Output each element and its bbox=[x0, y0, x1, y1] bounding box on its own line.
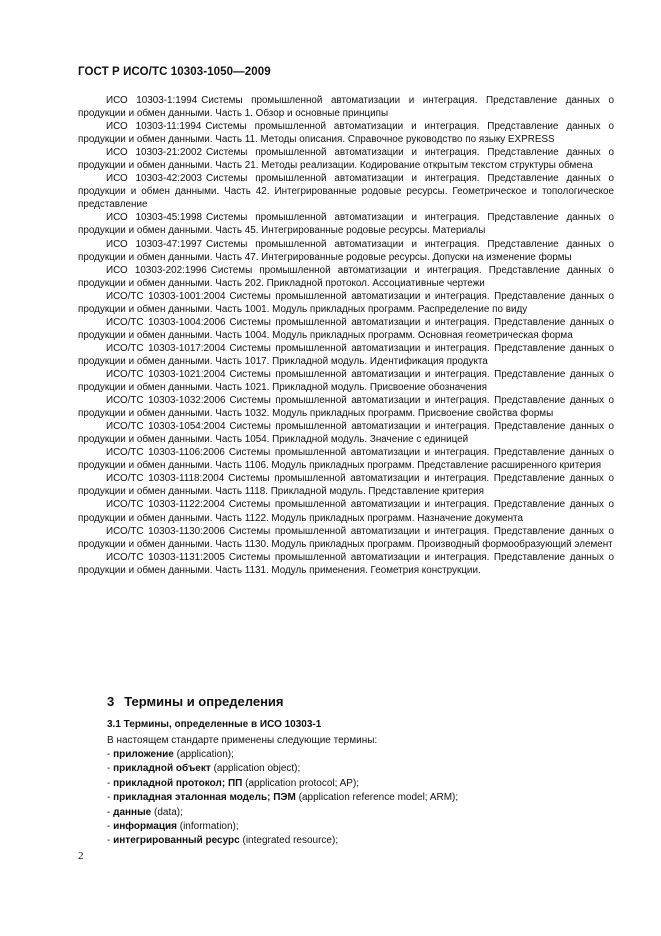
reference-text: Системы промышленной автоматизации и интеграция. Представление данных о продукции и обмен данными. Часть 42. Интегрированные родовые ресурсы. Геометрическое и топологическое представление bbox=[78, 173, 614, 211]
term-item: - данные (data); bbox=[107, 806, 183, 818]
reference-text: Системы промышленной автоматизации и интеграция. Представление данных о продукции и обмен данными. Часть 45. Интегрированные родовые ресурсы. Материалы bbox=[78, 212, 614, 237]
subsection-heading: 3.1 Термины, определенные в ИСО 10303-1 bbox=[107, 719, 322, 730]
reference-text: Системы промышленной автоматизации и интеграция. Представление данных о продукции и обмен данными. Часть 1122. Модуль прикладных программ. Назначение документа bbox=[78, 499, 614, 524]
reference-item bbox=[78, 472, 614, 498]
term-name: информация bbox=[113, 821, 177, 833]
reference-text: Системы промышленной автоматизации и интеграция. Представление данных о продукции и обмен данными. Часть 1131. Модуль применения. Геометрия конструкции. bbox=[78, 551, 614, 576]
reference-text: Системы промышленной автоматизации и интеграция. Представление данных о продукции и обмен данными. Часть 21. Методы реализации. Кодирование открытым текстом структуры обмена bbox=[78, 147, 614, 172]
reference-text: Системы промышленной автоматизации и интеграция. Представление данных о продукции и обмен данными. Часть 1. Обзор и основные принципы bbox=[78, 95, 614, 120]
term-english: (application protocol; AP); bbox=[245, 777, 360, 789]
term-item: - прикладная эталонная модель; ПЭМ (application reference model; ARM); bbox=[107, 792, 459, 804]
reference-item bbox=[78, 94, 614, 120]
section-heading bbox=[107, 694, 284, 709]
terms-list bbox=[107, 748, 458, 849]
term-english: (application object); bbox=[213, 763, 301, 775]
term-english: (application reference model; ARM); bbox=[298, 792, 459, 804]
term-item: - информация (information); bbox=[107, 821, 239, 833]
reference-item bbox=[78, 420, 614, 446]
reference-text: Системы промышленной автоматизации и интеграция. Представление данных о продукции и обмен данными. Часть 1054. Прикладной модуль. Значение с единицей bbox=[78, 421, 614, 446]
term-name: прикладной объект bbox=[113, 763, 211, 775]
reference-text: Системы промышленной автоматизации и интеграция. Представление данных о продукции и обмен данными. Часть 202. Прикладной протокол. Ассоциативные чертежи bbox=[78, 264, 614, 289]
section-title: Термины и определения bbox=[124, 694, 284, 709]
reference-text: Системы промышленной автоматизации и интеграция. Представление данных о продукции и обмен данными. Часть 1021. Прикладной модуль. Присвоение обозначения bbox=[78, 368, 614, 394]
reference-text: Системы промышленной автоматизации и интеграция. Представление данных о продукции и обмен данными. Часть 1004. Модуль прикладных программ. Основная геометрическая форма bbox=[78, 316, 614, 341]
reference-item bbox=[78, 342, 614, 368]
reference-code: ИСО 10303-45:1998 bbox=[106, 212, 202, 224]
reference-code: ИСО 10303-202:1996 bbox=[106, 264, 207, 276]
reference-item bbox=[78, 211, 614, 237]
reference-code: ИСО/ТС 10303-1130:2006 bbox=[106, 525, 225, 537]
reference-item bbox=[78, 551, 614, 577]
reference-item bbox=[78, 238, 614, 264]
reference-code: ИСО/ТС 10303-1021:2004 bbox=[106, 368, 226, 380]
reference-text: Системы промышленной автоматизации и интеграция. Представление данных о продукции и обмен данными. Часть 1130. Модуль прикладных программ. Производный формообразующий элемент bbox=[78, 525, 614, 550]
reference-code: ИСО 10303-11:1994 bbox=[106, 121, 202, 133]
reference-code: ИСО/ТС 10303-1106:2006 bbox=[106, 447, 225, 459]
reference-code: ИСО/ТС 10303-1054:2004 bbox=[106, 421, 226, 433]
term-name: приложение bbox=[113, 749, 174, 760]
reference-code: ИСО/ТС 10303-1017:2004 bbox=[106, 342, 226, 354]
reference-code: ИСО/ТС 10303-1001:2004 bbox=[106, 290, 226, 302]
term-item: - интегрированный ресурс (integrated resource); bbox=[107, 835, 339, 847]
reference-item bbox=[78, 120, 614, 146]
reference-item bbox=[78, 264, 614, 290]
reference-code: ИСО/ТС 10303-1032:2006 bbox=[106, 395, 226, 407]
term-item: - приложение (application); bbox=[107, 749, 234, 760]
reference-item bbox=[78, 368, 614, 394]
reference-code: ИСО/ТС 10303-1131:2005 bbox=[106, 551, 225, 563]
reference-text: Системы промышленной автоматизации и интеграция. Представление данных о продукции и обмен данными. Часть 1032. Модуль прикладных программ. Присвоение свойства формы bbox=[78, 395, 614, 420]
term-english: (application); bbox=[176, 749, 234, 760]
term-name: прикладной протокол; ПП bbox=[113, 777, 243, 789]
reference-code: ИСО 10303-42:2003 bbox=[106, 173, 202, 185]
reference-item bbox=[78, 525, 614, 551]
document-header: ГОСТ Р ИСО/ТС 10303-1050—2009 bbox=[78, 66, 271, 78]
term-name: интегрированный ресурс bbox=[113, 835, 240, 847]
reference-code: ИСО 10303-21:2002 bbox=[106, 147, 202, 159]
normative-references bbox=[78, 94, 614, 577]
reference-text: Системы промышленной автоматизации и интеграция. Представление данных о продукции и обмен данными. Часть 47. Интегрированные родовые ресурсы. Допуски на изменение формы bbox=[78, 238, 614, 263]
reference-code: ИСО/ТС 10303-1122:2004 bbox=[106, 499, 225, 511]
reference-text: Системы промышленной автоматизации и интеграция. Представление данных о продукции и обмен данными. Часть 1106. Модуль прикладных программ. Представление расширенного критерия bbox=[78, 447, 614, 472]
reference-code: ИСО/ТС 10303-1118:2004 bbox=[106, 473, 225, 485]
reference-item bbox=[78, 290, 614, 316]
terms-intro: В настоящем стандарте применены следующие термины: bbox=[107, 735, 378, 746]
term-name: данные bbox=[113, 806, 152, 818]
reference-text: Системы промышленной автоматизации и интеграция. Представление данных о продукции и обмен данными. Часть 1001. Модуль прикладных программ. Распределение по виду bbox=[78, 290, 614, 315]
reference-text: Системы промышленной автоматизации и интеграция. Представление данных о продукции и обмен данными. Часть 1017. Прикладной модуль. Идентификация продукта bbox=[78, 342, 614, 367]
reference-item bbox=[78, 316, 614, 342]
reference-item bbox=[78, 498, 614, 524]
term-english: (information); bbox=[179, 821, 239, 833]
term-item: - прикладной протокол; ПП (application protocol; AP); bbox=[107, 777, 360, 789]
term-name: прикладная эталонная модель; ПЭМ bbox=[113, 792, 296, 804]
section-number: 3 bbox=[107, 694, 115, 709]
reference-code: ИСО 10303-47:1997 bbox=[106, 238, 202, 250]
reference-item bbox=[78, 394, 614, 420]
reference-code: ИСО/ТС 10303-1004:2006 bbox=[106, 316, 226, 328]
term-item: - прикладной объект (application object); bbox=[107, 763, 301, 775]
reference-item bbox=[78, 172, 614, 211]
reference-item bbox=[78, 146, 614, 172]
page-number: 2 bbox=[78, 850, 84, 862]
reference-text: Системы промышленной автоматизации и интеграция. Представление данных о продукции и обмен данными. Часть 11. Методы описания. Справочное руководство по языку EXPRESS bbox=[78, 121, 614, 146]
term-english: (data); bbox=[153, 806, 183, 818]
reference-code: ИСО 10303-1:1994 bbox=[106, 95, 198, 106]
reference-text: Системы промышленной автоматизации и интеграция. Представление данных о продукции и обмен данными. Часть 1118. Прикладной модуль. Представление критерия bbox=[78, 473, 614, 498]
term-english: (integrated resource); bbox=[242, 835, 339, 847]
reference-item bbox=[78, 446, 614, 472]
